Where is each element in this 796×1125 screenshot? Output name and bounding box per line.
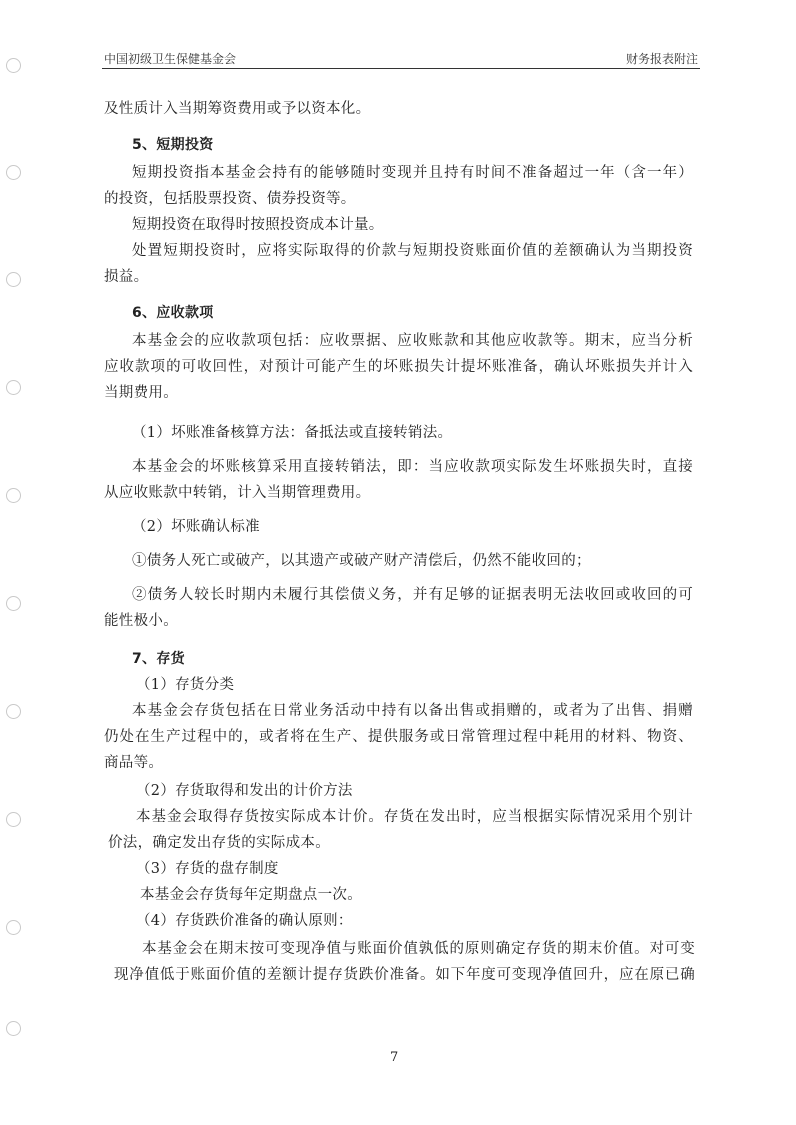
binding-hole bbox=[6, 380, 21, 395]
binding-hole bbox=[6, 920, 21, 935]
binding-hole bbox=[6, 488, 21, 503]
text-line: 本基金会存货每年定期盘点一次。 bbox=[140, 887, 362, 903]
text-line: 损益。 bbox=[104, 269, 149, 285]
text-line: 价法，确定发出存货的实际成本。 bbox=[108, 835, 330, 851]
text-line: （1）存货分类 bbox=[136, 677, 235, 693]
binding-hole bbox=[6, 596, 21, 611]
binding-hole bbox=[6, 58, 21, 73]
text-line: 本基金会的应收款项包括：应收票据、应收账款和其他应收款等。期末，应当分析 bbox=[132, 333, 693, 349]
text-line: 本基金会的坏账核算采用直接转销法，即：当应收款项实际发生坏账损失时，直接 bbox=[132, 459, 693, 475]
text-line: 本基金会在期末按可变现净值与账面价值孰低的原则确定存货的期末价值。对可变 bbox=[142, 941, 695, 957]
text-line: 现净值低于账面价值的差额计提存货跌价准备。如下年度可变现净值回升，应在原已确 bbox=[114, 967, 695, 983]
text-line: 本基金会存货包括在日常业务活动中持有以备出售或捐赠的，或者为了出售、捐赠 bbox=[132, 703, 693, 719]
text-line: 当期费用。 bbox=[104, 385, 178, 401]
header-organization: 中国初级卫生保健基金会 bbox=[104, 52, 237, 66]
text-line: 本基金会取得存货按实际成本计价。存货在发出时，应当根据实际情况采用个别计 bbox=[136, 809, 693, 825]
binding-hole bbox=[6, 165, 21, 180]
section-heading: 7、存货 bbox=[132, 651, 185, 667]
header-section-title: 财务报表附注 bbox=[625, 52, 698, 66]
text-line: 商品等。 bbox=[104, 755, 164, 771]
text-line: （2）坏账确认标准 bbox=[132, 519, 260, 535]
text-line: 短期投资指本基金会持有的能够随时变现并且持有时间不准备超过一年（含一年） bbox=[132, 165, 693, 181]
text-line: 应收款项的可收回性，对预计可能产生的坏账损失计提坏账准备，确认坏账损失并计入 bbox=[104, 359, 693, 375]
text-line: （2）存货取得和发出的计价方法 bbox=[136, 783, 353, 799]
text-line: 从应收账款中转销，计入当期管理费用。 bbox=[104, 485, 371, 501]
text-line: （3）存货的盘存制度 bbox=[136, 861, 279, 877]
text-line: 的投资，包括股票投资、债券投资等。 bbox=[104, 191, 356, 207]
page-number: 7 bbox=[390, 1050, 399, 1065]
section-heading: 6、应收款项 bbox=[132, 305, 214, 321]
text-line: 能性极小。 bbox=[104, 613, 178, 629]
binding-hole bbox=[6, 812, 21, 827]
binding-hole bbox=[6, 704, 21, 719]
page-header bbox=[102, 46, 700, 69]
binding-hole bbox=[6, 1021, 21, 1036]
text-line: （1）坏账准备核算方法：备抵法或直接转销法。 bbox=[132, 425, 453, 441]
text-line: 仍处在生产过程中的，或者将在生产、提供服务或日常管理过程中耗用的材料、物资、 bbox=[104, 729, 693, 745]
text-line: 及性质计入当期筹资费用或予以资本化。 bbox=[104, 101, 371, 117]
text-line: ②债务人较长时期内未履行其偿债义务，并有足够的证据表明无法收回或收回的可 bbox=[132, 587, 693, 603]
text-line: 短期投资在取得时按照投资成本计量。 bbox=[132, 217, 384, 233]
text-line: 处置短期投资时，应将实际取得的价款与短期投资账面价值的差额确认为当期投资 bbox=[132, 243, 693, 259]
binding-hole bbox=[6, 272, 21, 287]
section-heading: 5、短期投资 bbox=[132, 137, 214, 153]
text-line: ①债务人死亡或破产，以其遗产或破产财产清偿后，仍然不能收回的； bbox=[132, 553, 591, 569]
text-line: （4）存货跌价准备的确认原则： bbox=[136, 913, 353, 929]
